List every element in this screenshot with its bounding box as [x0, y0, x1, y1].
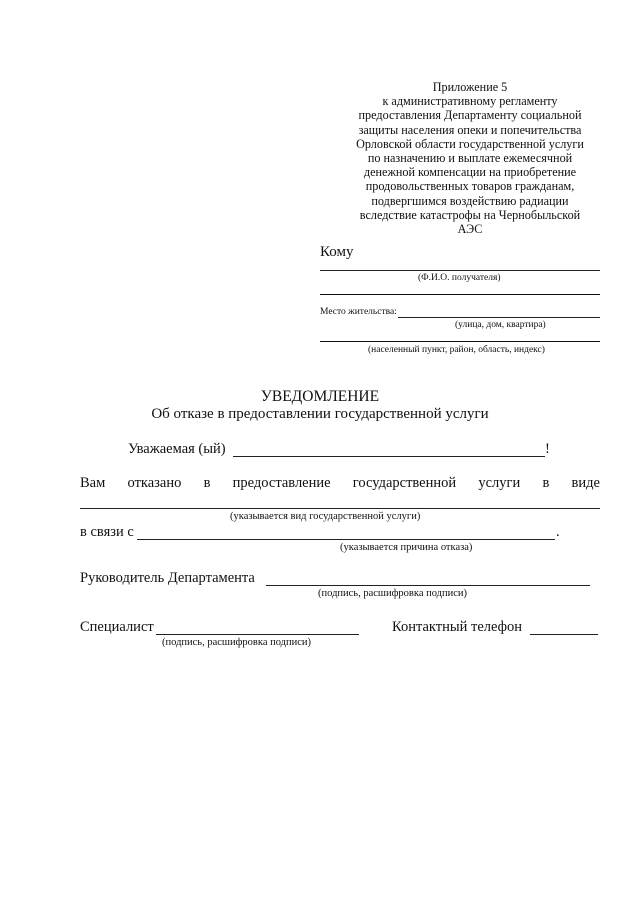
fio-line[interactable]: [320, 270, 600, 271]
refusal-word-7: в: [542, 475, 550, 491]
appendix-line-2: к административному регламенту: [382, 94, 558, 109]
refusal-word-8: виде: [571, 475, 600, 491]
appendix-line-5: Орловской области государственной услуги: [356, 136, 584, 151]
recipient-extra-line[interactable]: [320, 294, 600, 295]
appendix-header: [330, 80, 610, 236]
head-label: Руководитель Департамента: [80, 570, 255, 586]
appendix-line-3: предоставления Департаменту социальной: [358, 108, 582, 123]
reason-label: в связи с: [80, 524, 134, 540]
service-type-line[interactable]: [80, 508, 600, 509]
to-label: Кому: [320, 244, 354, 260]
refusal-word-4: предоставление: [232, 475, 331, 491]
refusal-line: [80, 475, 600, 492]
street-caption: (улица, дом, квартира): [455, 320, 546, 330]
refusal-word-6: услуги: [478, 475, 521, 491]
reason-end: .: [556, 524, 560, 540]
appendix-line-11: АЭС: [457, 222, 483, 237]
refusal-word-2: отказано: [127, 475, 182, 491]
fio-caption: (Ф.И.О. получателя): [418, 273, 501, 283]
refusal-word-5: государственной: [352, 475, 457, 491]
head-caption: (подпись, расшифровка подписи): [318, 588, 468, 599]
specialist-caption: (подпись, расшифровка подписи): [162, 637, 312, 648]
appendix-line-9: подвергшимся воздействию радиации: [371, 193, 569, 208]
appendix-line-8: продовольственных товаров гражданам,: [365, 179, 575, 194]
reason-caption: (указывается причина отказа): [340, 542, 473, 553]
appendix-line-1: Приложение 5: [432, 80, 508, 94]
specialist-label: Специалист: [80, 619, 154, 635]
greeting-end: !: [545, 441, 550, 457]
phone-line[interactable]: [530, 634, 598, 635]
appendix-line-7: денежной компенсации на приобретение: [363, 165, 577, 180]
head-signature-line[interactable]: [266, 585, 590, 586]
appendix-line-10: вследствие катастрофы на Чернобыльской: [359, 207, 581, 222]
locality-line[interactable]: [320, 341, 600, 342]
greeting-label: Уважаемая (ый): [128, 441, 226, 457]
refusal-word-3: в: [203, 475, 211, 491]
appendix-line-6: по назначению и выплате ежемесячной: [367, 151, 573, 166]
service-caption: (указывается вид государственной услуги): [230, 511, 421, 522]
reason-line[interactable]: [137, 539, 555, 540]
street-line[interactable]: [398, 317, 600, 318]
notice-title: УВЕДОМЛЕНИЕ: [260, 388, 380, 405]
specialist-signature-line[interactable]: [156, 634, 359, 635]
residence-label: Место жительства:: [320, 307, 397, 317]
notice-subtitle: Об отказе в предоставлении государственной услуги: [151, 406, 489, 422]
greeting-name-line[interactable]: [233, 456, 545, 457]
phone-label: Контактный телефон: [392, 619, 523, 635]
refusal-word-1: Вам: [80, 475, 106, 491]
locality-caption: (населенный пункт, район, область, индекс): [368, 345, 545, 355]
appendix-line-4: защиты населения опеки и попечительства: [358, 122, 582, 137]
